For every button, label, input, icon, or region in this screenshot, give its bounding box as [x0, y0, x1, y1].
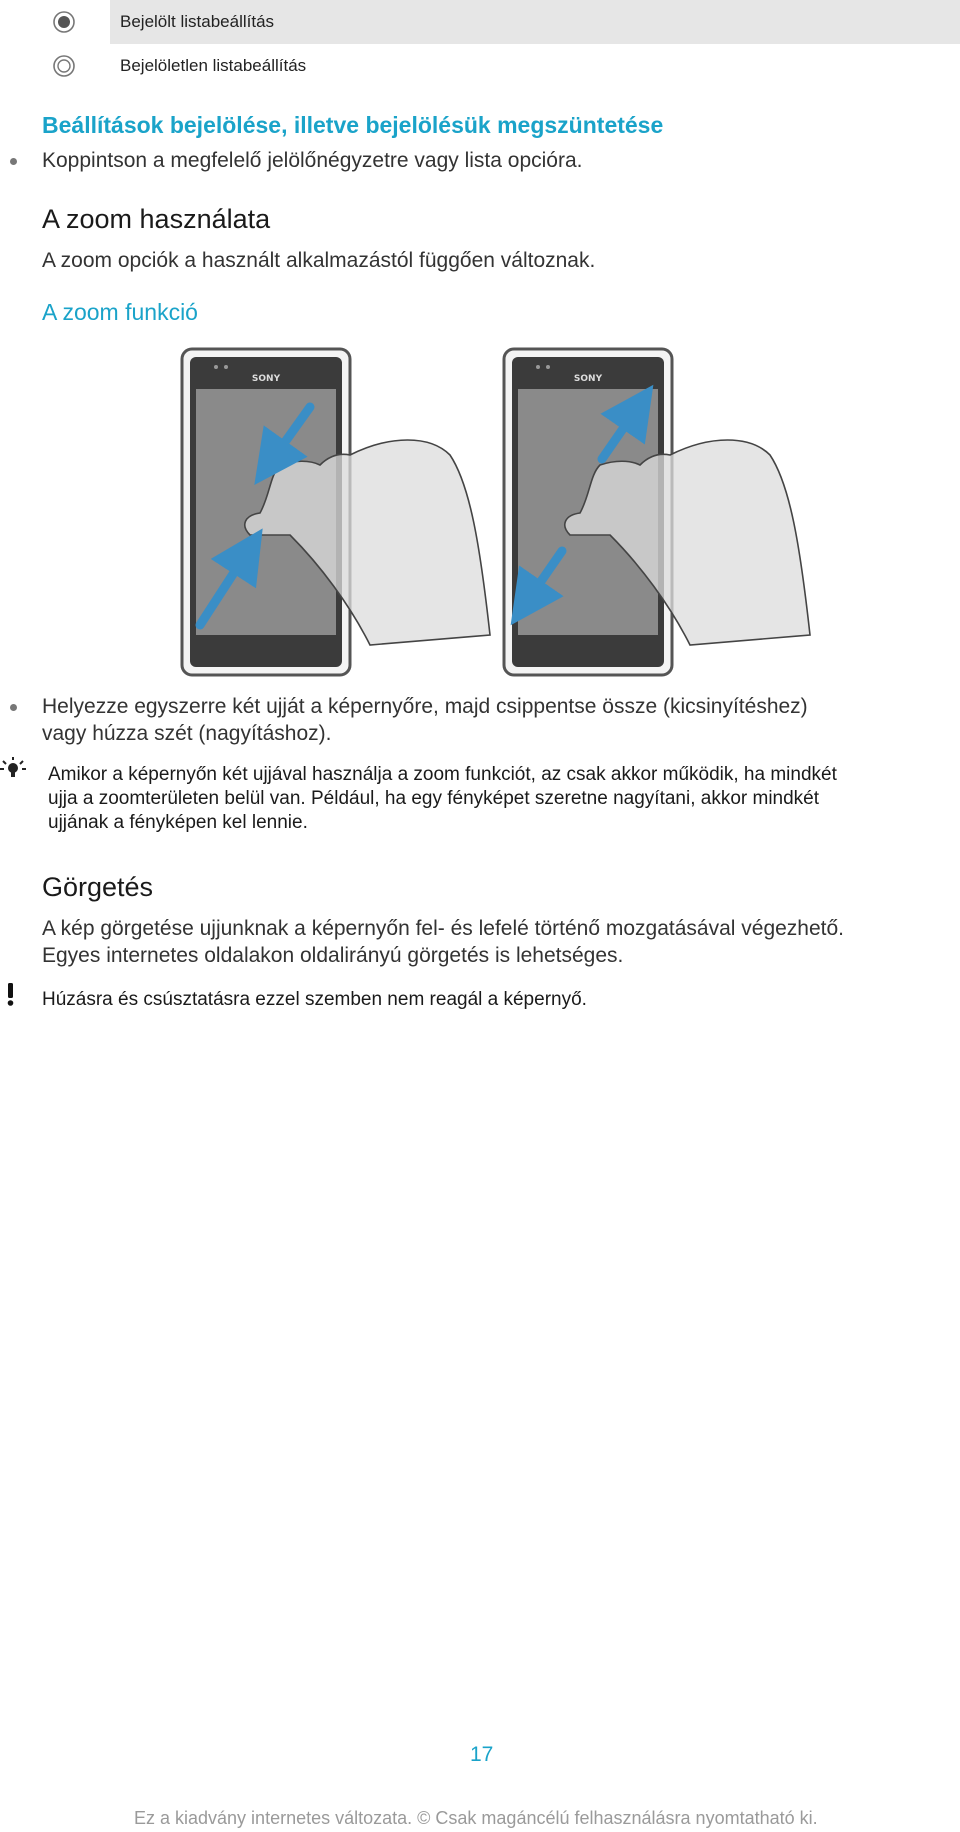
tip-lightbulb-icon — [0, 756, 28, 782]
tip-line-2: ujja a zoomterületen belül van. Például, ha egy fényképet szeretne nagyítani, akkor mindkét — [48, 788, 820, 809]
scroll-line-1: A kép görgetése ujjunknak a képernyőn fel- és lefelé történő mozgatásával végezhető. — [42, 917, 845, 940]
page-number: 17 — [470, 1743, 494, 1766]
settings-heading: Beállítások bejelölése, illetve bejelölésük megszüntetése — [42, 112, 664, 138]
warning-text: Húzásra és csúsztatásra ezzel szemben nem reagál a képernyő. — [42, 989, 587, 1010]
phone-brand-left: SONY — [251, 374, 281, 384]
footer-note: Ez a kiadvány internetes változata. © Csak magáncélú felhasználásra nyomtatható ki. — [134, 1808, 818, 1828]
legend-unchecked-label: Bejelöletlen listabeállítás — [120, 56, 307, 75]
warning-exclamation-icon — [4, 982, 18, 1008]
phone-brand-right: SONY — [573, 374, 603, 384]
legend-checked-label: Bejelölt listabeállítás — [110, 0, 960, 44]
settings-bullet-text: Koppintson a megfelelő jelölőnégyzetre vagy lista opcióra. — [42, 149, 583, 172]
bullet-dot — [10, 158, 17, 165]
zoom-intro: A zoom opciók a használt alkalmazástól függően változnak. — [42, 249, 596, 272]
tip-line-3: ujjának a fényképen kel lennie. — [48, 812, 308, 833]
legend-row-unchecked — [40, 44, 960, 88]
radio-checked-icon — [40, 0, 110, 44]
scroll-heading: Görgetés — [42, 872, 154, 902]
zoom-heading: A zoom használata — [42, 204, 271, 234]
scroll-line-2: Egyes internetes oldalakon oldalirányú görgetés is lehetséges. — [42, 944, 624, 967]
phone-left — [182, 349, 490, 675]
bullet-dot — [10, 704, 17, 711]
phone-right — [504, 349, 810, 675]
zoom-subheading: A zoom funkció — [42, 299, 198, 325]
radio-unchecked-icon — [40, 44, 110, 88]
legend-row-checked — [40, 0, 960, 44]
zoom-bullet-line-2: vagy húzza szét (nagyításhoz). — [42, 722, 332, 745]
tip-line-1: Amikor a képernyőn két ujjával használja a zoom funkciót, az csak akkor működik, ha mindkét — [48, 764, 837, 785]
zoom-bullet-line-1: Helyezze egyszerre két ujját a képernyőre, majd csippentse össze (kicsinyítéshez) — [42, 695, 808, 718]
pinch-zoom-illustration — [170, 345, 830, 681]
